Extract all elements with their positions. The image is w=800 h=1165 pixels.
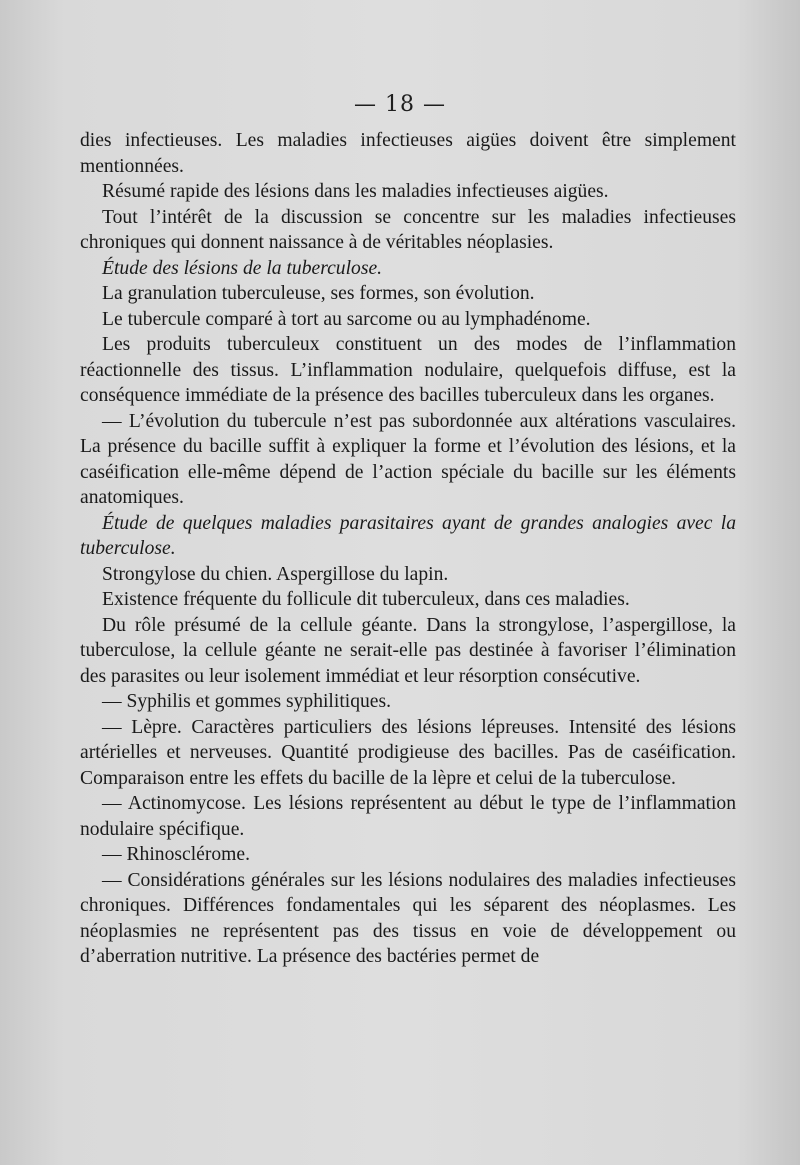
page-number: — 18 — <box>354 92 446 117</box>
paragraph-continuation: dies infectieuses. Les maladies infectieuses aigües doivent être simplement mentionnées. <box>80 130 736 177</box>
heading-tuberculose: Étude des lésions de la tuberculose. <box>102 257 383 279</box>
paragraph-granulation: La granulation tuberculeuse, ses formes, son évolution. <box>102 283 535 304</box>
paragraph-produits: Les produits tuberculeux constituent un des modes de l’inflammation réactionnelle des tissus. L’inflammation nodulaire, quelquefois diffuse, est la conséquence immédiate de la présence des bacilles tuberculeux dans les organes. <box>80 334 736 406</box>
paragraph-lepre: — Lèpre. Caractères particuliers des lésions lépreuses. Intensité des lésions artérielles et nerveuses. Quantité prodigieuse des bacilles. Pas de caséification. Comparaison entre les effets du bacille de la lèpre et celui de la tuberculose. <box>80 716 736 789</box>
paragraph-considerations: — Considérations générales sur les lésions nodulaires des maladies infectieuses chroniques. Différences fondamentales qui les séparent des néoplasmes. Les néoplasmies ne représentent pas des tissus en voie de développement ou d’aberration nutritive. La présence des bactéries permet de <box>80 869 736 967</box>
body-text <box>80 128 736 970</box>
paragraph-follicule: Existence fréquente du follicule dit tuberculeux, dans ces maladies. <box>102 589 630 610</box>
paragraph-evolution: — L’évolution du tubercule n’est pas subordonnée aux altérations vasculaires. La présence du bacille suffit à expliquer la forme et l’évolution des lésions, et la caséification elle-même dépend de l’action spéciale du bacille sur les éléments anatomiques. <box>80 410 736 508</box>
paragraph-cellule-geante: Du rôle présumé de la cellule géante. Dans la strongylose, l’aspergillose, la tuberculose, la cellule géante ne serait-elle pas destinée à favoriser l’élimination des parasites ou leur isolement immédiat et leur résorption consécutive. <box>80 614 736 687</box>
paragraph-strongylose: Strongylose du chien. Aspergillose du lapin. <box>102 563 449 585</box>
heading-maladies-parasitaires: Étude de quelques maladies parasitaires ayant de grandes analogies avec la tuberculose. <box>80 512 736 559</box>
paragraph-syphilis: — Syphilis et gommes syphilitiques. <box>102 691 392 712</box>
paragraph-rhinosclerome: — Rhinosclérome. <box>102 844 251 865</box>
paragraph-actinomycose: — Actinomycose. Les lésions représentent au début le type de l’inflammation nodulaire spécifique. <box>80 793 736 840</box>
paragraph-interet: Tout l’intérêt de la discussion se concentre sur les maladies infectieuses chroniques qui donnent naissance à de véritables néoplasies. <box>80 206 736 253</box>
paragraph-resume: Résumé rapide des lésions dans les maladies infectieuses aigües. <box>102 181 609 202</box>
paragraph-tubercule: Le tubercule comparé à tort au sarcome ou au lymphadénome. <box>102 308 591 330</box>
